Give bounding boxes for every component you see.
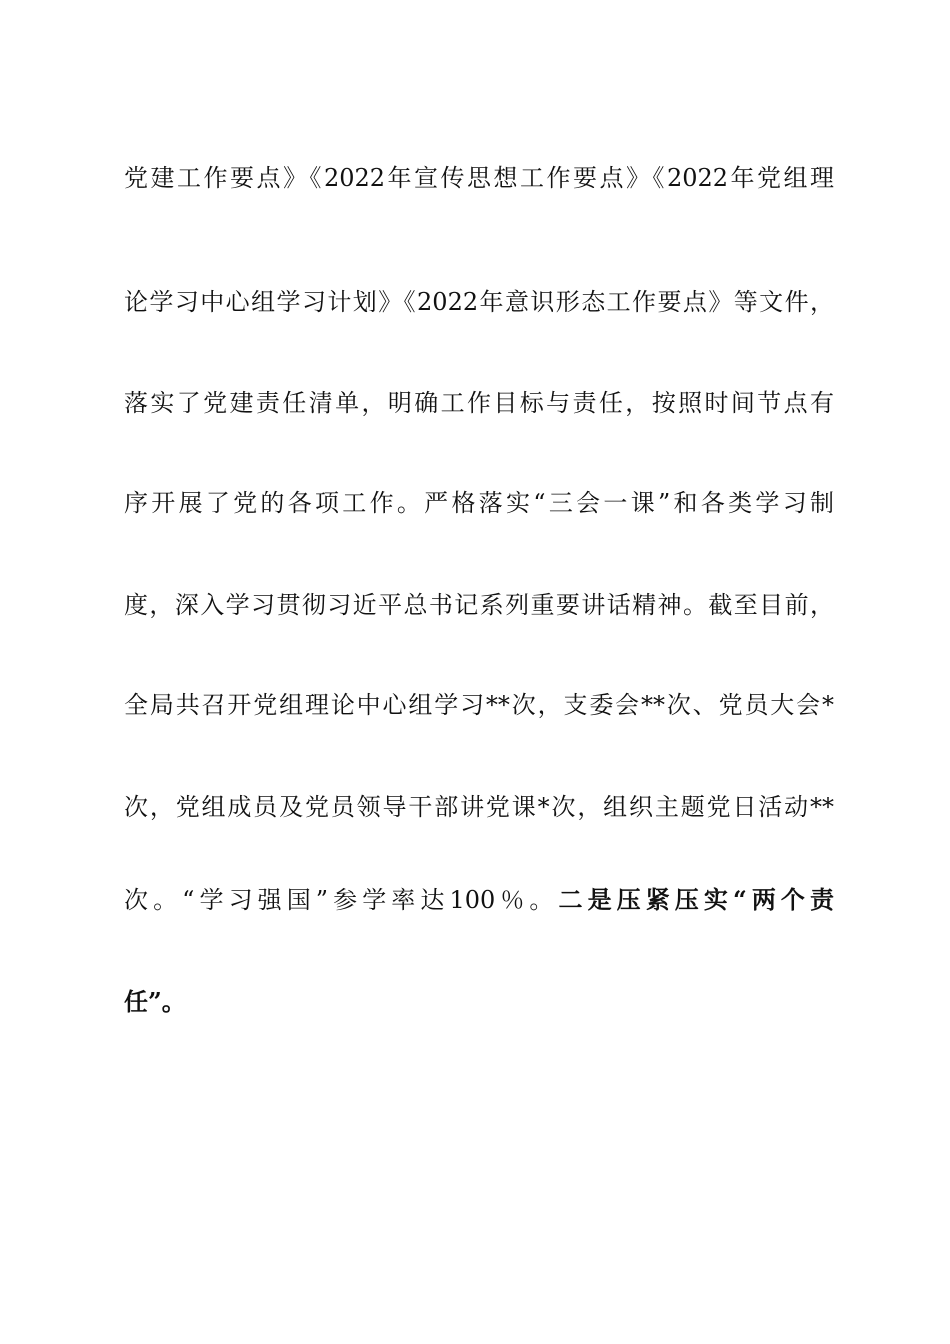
paragraph-line-7: 次，党组成员及党员领导干部讲党课*次，组织主题党日活动** — [124, 793, 834, 821]
section-heading-end: 任”。 — [124, 987, 186, 1016]
paragraph-line-1: 党建工作要点》《2022年宣传思想工作要点》《2022年党组理 — [124, 164, 834, 192]
paragraph-line-5: 度，深入学习贯彻习近平总书记系列重要讲话精神。截至目前， — [124, 591, 834, 619]
paragraph-line-2: 论学习中心组学习计划》《2022年意识形态工作要点》等文件， — [124, 288, 834, 316]
paragraph-line-3: 落实了党建责任清单，明确工作目标与责任，按照时间节点有 — [124, 389, 834, 417]
section-heading-start: 二是压紧压实“两个责 — [558, 885, 834, 914]
paragraph-line-4: 序开展了党的各项工作。严格落实“三会一课”和各类学习制 — [124, 489, 834, 517]
paragraph-line-8-normal: 次。“学习强国”参学率达100％。 — [124, 886, 559, 914]
paragraph-line-8 — [124, 880, 834, 920]
paragraph-line-6: 全局共召开党组理论中心组学习**次，支委会**次、党员大会* — [124, 691, 834, 719]
